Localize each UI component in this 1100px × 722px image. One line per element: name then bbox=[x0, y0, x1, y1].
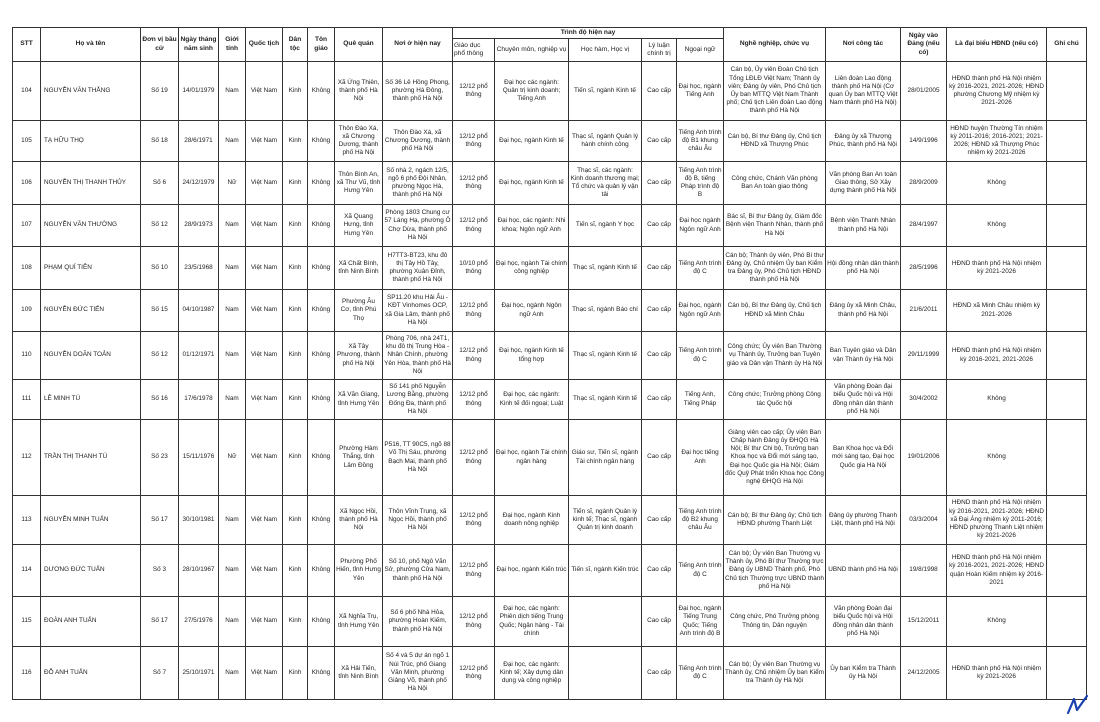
cell-hoc-ham: Thạc sĩ, ngành Kinh tế bbox=[569, 332, 642, 380]
table-body bbox=[13, 62, 1087, 700]
cell-dai-bieu: HĐND thành phố Hà Nội nhiệm kỳ 2016-2021, 2021-2026; HĐND phường Chương Mỹ nhiệm kỳ 2021-2026 bbox=[947, 62, 1047, 121]
cell-noi-cong-tac: Văn phòng Đoàn đại biểu Quốc hội và Hội đồng nhân dân thành phố Hà Nội bbox=[826, 597, 901, 647]
cell-ghi-chu bbox=[1047, 247, 1087, 290]
cell-noi-cong-tac: Văn phòng Đoàn đại biểu Quốc hội và Hội đồng nhân dân thành phố Hà Nội bbox=[826, 380, 901, 420]
cell-noi-cong-tac: Đảng ủy xã Thượng Phúc, thành phố Hà Nội bbox=[826, 121, 901, 162]
cell-ngay-sinh: 17/6/1978 bbox=[179, 380, 219, 420]
header-don-vi: Đơn vị bầu cử bbox=[141, 28, 179, 62]
cell-giao-duc: 12/12 phổ thông bbox=[453, 332, 495, 380]
header-ngoai-ngu: Ngoại ngữ bbox=[677, 39, 724, 62]
cell-chuyen-mon: Đại học, ngành Kinh tế bbox=[495, 121, 569, 162]
table-row bbox=[13, 247, 1087, 290]
cell-nghe-nghiep: Cán bộ; Bí thư Đảng ủy; Chủ tịch HĐND phường Thanh Liệt bbox=[724, 496, 826, 545]
cell-noi-o: Phòng 1803 Chung cư 57 Láng Hạ, phường Ô Chợ Dừa, thành phố Hà Nội bbox=[383, 205, 453, 247]
cell-noi-o: Thôn Đào Xá, xã Chương Dương, thành phố Hà Nội bbox=[383, 121, 453, 162]
cell-ghi-chu bbox=[1047, 380, 1087, 420]
cell-giao-duc: 12/12 phổ thông bbox=[453, 62, 495, 121]
cell-dan-toc: Kinh bbox=[283, 496, 308, 545]
cell-ngoai-ngu: Tiếng Anh trình độ B2 khung châu Âu bbox=[677, 496, 724, 545]
cell-ho-ten: ĐOÀN ANH TUẤN bbox=[41, 597, 141, 647]
cell-nghe-nghiep: Giảng viên cao cấp; Ủy viên Ban Chấp hành Đảng ủy ĐHQG Hà Nội; Bí thư Chi bộ, Trưởng ban Khoa học và Đổi mới sáng tạo, Đại học Quốc gia Hà Nội; Giám đốc Quỹ Phát triển Khoa học Công nghệ ĐHQG Hà Nội bbox=[724, 420, 826, 496]
cell-que-quan: Thôn Đào Xá, xã Chương Dương, thành phố Hà Nội bbox=[335, 121, 383, 162]
cell-gioi-tinh: Nam bbox=[219, 380, 246, 420]
cell-ly-luan: Cao cấp bbox=[642, 545, 677, 597]
cell-giao-duc: 12/12 phổ thông bbox=[453, 597, 495, 647]
cell-ton-giao: Không bbox=[308, 332, 335, 380]
cell-ngay-vao-dang: 21/6/2011 bbox=[901, 290, 947, 332]
header-chuyen-mon: Chuyên môn, nghiệp vụ bbox=[495, 39, 569, 62]
cell-dai-bieu: Không bbox=[947, 597, 1047, 647]
cell-noi-o: Phòng 706, nhà 24T1, khu đô thị Trung Hòa - Nhân Chính, phường Yên Hòa, thành phố Hà Nội bbox=[383, 332, 453, 380]
cell-noi-cong-tac: Văn phòng Ban An toàn Giao thông, Sở Xây dựng thành phố Hà Nội bbox=[826, 162, 901, 205]
cell-ho-ten: ĐỖ ANH TUẤN bbox=[41, 647, 141, 700]
cell-gioi-tinh: Nam bbox=[219, 290, 246, 332]
cell-ly-luan: Cao cấp bbox=[642, 121, 677, 162]
cell-ho-ten: NGUYỄN VĂN THƯỜNG bbox=[41, 205, 141, 247]
cell-ngay-sinh: 14/01/1979 bbox=[179, 62, 219, 121]
cell-ngoai-ngu: Đại học, ngành Ngôn ngữ Anh bbox=[677, 290, 724, 332]
cell-chuyen-mon: Đại học, ngành Ngôn ngữ Anh bbox=[495, 290, 569, 332]
header-noi-o: Nơi ở hiện nay bbox=[383, 28, 453, 62]
cell-dan-toc: Kinh bbox=[283, 420, 308, 496]
cell-giao-duc: 12/12 phổ thông bbox=[453, 162, 495, 205]
table-row bbox=[13, 647, 1087, 700]
cell-ngay-vao-dang: 03/3/2004 bbox=[901, 496, 947, 545]
cell-gioi-tinh: Nam bbox=[219, 332, 246, 380]
cell-stt: 109 bbox=[13, 290, 41, 332]
cell-ngay-vao-dang: 19/8/1998 bbox=[901, 545, 947, 597]
cell-ngay-sinh: 27/5/1976 bbox=[179, 597, 219, 647]
candidate-table bbox=[12, 27, 1087, 700]
cell-chuyen-mon: Đại học, các ngành: Phiên dịch tiếng Trung Quốc; Ngân hàng - Tài chính bbox=[495, 597, 569, 647]
header-dai-bieu: Là đại biểu HĐND (nếu có) bbox=[947, 28, 1047, 62]
cell-gioi-tinh: Nam bbox=[219, 205, 246, 247]
cell-chuyen-mon: Đại học, ngành Kinh tế tổng hợp bbox=[495, 332, 569, 380]
cell-ghi-chu bbox=[1047, 290, 1087, 332]
cell-hoc-ham bbox=[569, 647, 642, 700]
cell-dai-bieu: HĐND thành phố Hà Nội nhiệm kỳ 2021-2026 bbox=[947, 647, 1047, 700]
cell-ton-giao: Không bbox=[308, 647, 335, 700]
cell-quoc-tich: Việt Nam bbox=[246, 647, 283, 700]
cell-ton-giao: Không bbox=[308, 162, 335, 205]
cell-noi-o: Số 4 và 5 dự án ngõ 1 Núi Trúc, phố Giang Văn Minh, phường Giảng Võ, thành phố Hà Nội bbox=[383, 647, 453, 700]
cell-dai-bieu: HĐND thành phố Hà Nội nhiệm kỳ 2021-2026 bbox=[947, 247, 1047, 290]
cell-stt: 108 bbox=[13, 247, 41, 290]
header-noi-cong-tac: Nơi công tác bbox=[826, 28, 901, 62]
cell-dai-bieu: HĐND xã Minh Châu nhiệm kỳ 2021-2026 bbox=[947, 290, 1047, 332]
cell-ho-ten: LÊ MINH TÚ bbox=[41, 380, 141, 420]
cell-que-quan: Phường Phố Hiến, tỉnh Hưng Yên bbox=[335, 545, 383, 597]
cell-gioi-tinh: Nam bbox=[219, 597, 246, 647]
cell-ngoai-ngu: Tiếng Anh trình độ C bbox=[677, 247, 724, 290]
cell-ton-giao: Không bbox=[308, 290, 335, 332]
cell-nghe-nghiep: Cán bộ; Thành ủy viên, Phó Bí thư Đảng ủy, Chủ nhiệm Ủy ban Kiểm tra Đảng ủy, Phó Chủ tịch HĐND thành phố Hà Nội bbox=[724, 247, 826, 290]
cell-hoc-ham: Thạc sĩ, ngành Kinh tế bbox=[569, 380, 642, 420]
cell-stt: 110 bbox=[13, 332, 41, 380]
cell-nghe-nghiep: Công chức; Ủy viên Ban Thường vụ Thành ủy, Trưởng ban Tuyên giáo và Dân vận Thành ủy Hà Nội bbox=[724, 332, 826, 380]
header-stt: STT bbox=[13, 28, 41, 62]
cell-dai-bieu: Không bbox=[947, 205, 1047, 247]
cell-ton-giao: Không bbox=[308, 205, 335, 247]
cell-noi-o: Số 36 Lê Hồng Phong, phường Hà Đông, thành phố Hà Nội bbox=[383, 62, 453, 121]
cell-ton-giao: Không bbox=[308, 121, 335, 162]
cell-ngoai-ngu: Đại học, ngành Tiếng Anh bbox=[677, 62, 724, 121]
cell-ngay-sinh: 23/5/1968 bbox=[179, 247, 219, 290]
cell-chuyen-mon: Đại học, các ngành: Nhi khoa; Ngôn ngữ Anh bbox=[495, 205, 569, 247]
cell-giao-duc: 10/10 phổ thông bbox=[453, 247, 495, 290]
cell-stt: 104 bbox=[13, 62, 41, 121]
cell-que-quan: Xã Văn Giang, tỉnh Hưng Yên bbox=[335, 380, 383, 420]
cell-dan-toc: Kinh bbox=[283, 290, 308, 332]
header-ton-giao: Tôn giáo bbox=[308, 28, 335, 62]
cell-que-quan: Phường Âu Cơ, tỉnh Phú Thọ bbox=[335, 290, 383, 332]
cell-ghi-chu bbox=[1047, 205, 1087, 247]
cell-nghe-nghiep: Cán bộ, Bí thư Đảng ủy, Chủ tịch HĐND xã Thượng Phúc bbox=[724, 121, 826, 162]
cell-don-vi: Số 16 bbox=[141, 380, 179, 420]
header-ho-ten: Họ và tên bbox=[41, 28, 141, 62]
cell-dai-bieu: HĐND huyện Thường Tín nhiệm kỳ 2011-2016; 2016-2021; 2021-2026; HĐND xã Thượng Phúc nhiệm kỳ 2021-2026 bbox=[947, 121, 1047, 162]
cell-dan-toc: Kinh bbox=[283, 62, 308, 121]
cell-ly-luan: Cao cấp bbox=[642, 162, 677, 205]
table-row bbox=[13, 545, 1087, 597]
cell-ngoai-ngu: Tiếng Anh trình độ C bbox=[677, 647, 724, 700]
cell-chuyen-mon: Đại học, ngành Kiến trúc bbox=[495, 545, 569, 597]
header-trinh-do: Trình độ hiện nay bbox=[453, 28, 724, 39]
cell-ly-luan: Cao cấp bbox=[642, 205, 677, 247]
cell-ngay-vao-dang: 15/12/2011 bbox=[901, 597, 947, 647]
cell-giao-duc: 12/12 phổ thông bbox=[453, 496, 495, 545]
header-quoc-tich: Quốc tịch bbox=[246, 28, 283, 62]
cell-don-vi: Số 7 bbox=[141, 647, 179, 700]
cell-ho-ten: TẠ HỮU THỌ bbox=[41, 121, 141, 162]
cell-ghi-chu bbox=[1047, 597, 1087, 647]
cell-ghi-chu bbox=[1047, 332, 1087, 380]
cell-que-quan: Phường Hàm Thắng, tỉnh Lâm Đồng bbox=[335, 420, 383, 496]
cell-chuyen-mon: Đại học, ngành Kinh doanh nông nghiệp bbox=[495, 496, 569, 545]
cell-que-quan: Xã Ứng Thiên, thành phố Hà Nội bbox=[335, 62, 383, 121]
cell-don-vi: Số 6 bbox=[141, 162, 179, 205]
cell-ly-luan: Cao cấp bbox=[642, 62, 677, 121]
cell-noi-cong-tac: Ban Khoa học và Đổi mới sáng tạo, Đại học Quốc gia Hà Nội bbox=[826, 420, 901, 496]
cell-ngay-sinh: 28/9/1973 bbox=[179, 205, 219, 247]
cell-ngay-sinh: 01/12/1971 bbox=[179, 332, 219, 380]
cell-ho-ten: NGUYỄN VĂN THẮNG bbox=[41, 62, 141, 121]
cell-nghe-nghiep: Công chức, Phó Trưởng phòng Thông tin, Dân nguyện bbox=[724, 597, 826, 647]
cell-ly-luan: Cao cấp bbox=[642, 420, 677, 496]
cell-gioi-tinh: Nam bbox=[219, 647, 246, 700]
cell-dan-toc: Kinh bbox=[283, 121, 308, 162]
table-row bbox=[13, 290, 1087, 332]
cell-ghi-chu bbox=[1047, 162, 1087, 205]
cell-nghe-nghiep: Bác sĩ, Bí thư Đảng ủy, Giám đốc Bệnh viện Thanh Nhàn, thành phố Hà Nội bbox=[724, 205, 826, 247]
cell-ngoai-ngu: Đại học, ngành Tiếng Trung Quốc; Tiếng Anh trình độ B bbox=[677, 597, 724, 647]
cell-ngoai-ngu: Tiếng Anh trình độ C bbox=[677, 332, 724, 380]
cell-ngay-sinh: 28/10/1967 bbox=[179, 545, 219, 597]
cell-dai-bieu: HĐND thành phố Hà Nội nhiệm kỳ 2016-2021, 2021-2026; HĐND xã Đại Áng nhiệm kỳ 2011-2016; HĐND phường Thanh Liệt nhiệm kỳ 2021-2026 bbox=[947, 496, 1047, 545]
cell-dai-bieu: HĐND thành phố Hà Nội nhiệm kỳ 2016-2021, 2021-2026; HĐND quận Hoàn Kiếm nhiệm kỳ 2016-2021 bbox=[947, 545, 1047, 597]
cell-giao-duc: 12/12 phổ thông bbox=[453, 545, 495, 597]
cell-ngay-sinh: 24/12/1979 bbox=[179, 162, 219, 205]
cell-don-vi: Số 12 bbox=[141, 332, 179, 380]
cell-dai-bieu: Không bbox=[947, 380, 1047, 420]
cell-ngoai-ngu: Tiếng Anh, Tiếng Pháp bbox=[677, 380, 724, 420]
cell-chuyen-mon: Đại học, các ngành: Kinh tế đối ngoại; Luật bbox=[495, 380, 569, 420]
cell-hoc-ham: Thạc sĩ, ngành Báo chí bbox=[569, 290, 642, 332]
cell-noi-o: Số 141 phố Nguyễn Lương Bằng, phường Đống Đa, thành phố Hà Nội bbox=[383, 380, 453, 420]
cell-chuyen-mon: Đại học, các ngành: Kinh tế; Xây dựng dân dụng và công nghiệp bbox=[495, 647, 569, 700]
cell-don-vi: Số 12 bbox=[141, 205, 179, 247]
header-gioi-tinh: Giới tính bbox=[219, 28, 246, 62]
cell-ton-giao: Không bbox=[308, 380, 335, 420]
table-row bbox=[13, 496, 1087, 545]
cell-noi-cong-tac: Bệnh viện Thanh Nhàn thành phố Hà Nội bbox=[826, 205, 901, 247]
cell-ghi-chu bbox=[1047, 496, 1087, 545]
cell-nghe-nghiep: Cán bộ; Ủy viên Ban Thường vụ Thành ủy, Phó Bí thư Thường trực Đảng ủy UBND Thành phố, Phó Chủ tịch Thường trực UBND thành phố Hà Nội bbox=[724, 545, 826, 597]
table-row bbox=[13, 62, 1087, 121]
cell-chuyen-mon: Đại học các ngành: Quản trị kinh doanh; Tiếng Anh bbox=[495, 62, 569, 121]
cell-quoc-tich: Việt Nam bbox=[246, 247, 283, 290]
cell-hoc-ham bbox=[569, 597, 642, 647]
cell-noi-o: Số nhà 2, ngách 12/5, ngõ 6 phố Đội Nhân, phường Ngọc Hà, thành phố Hà Nội bbox=[383, 162, 453, 205]
cell-hoc-ham: Tiến sĩ, ngành Y học bbox=[569, 205, 642, 247]
cell-dai-bieu: Không bbox=[947, 420, 1047, 496]
cell-quoc-tich: Việt Nam bbox=[246, 597, 283, 647]
cell-stt: 114 bbox=[13, 545, 41, 597]
cell-quoc-tich: Việt Nam bbox=[246, 420, 283, 496]
cell-ngoai-ngu: Tiếng Anh trình độ B, tiếng Pháp trình độ B bbox=[677, 162, 724, 205]
header-ly-luan: Lý luận chính trị bbox=[642, 39, 677, 62]
cell-nghe-nghiep: Cán bộ, Bí thư Đảng ủy, Chủ tịch HĐND xã Minh Châu bbox=[724, 290, 826, 332]
cell-don-vi: Số 15 bbox=[141, 290, 179, 332]
cell-ton-giao: Không bbox=[308, 420, 335, 496]
header-ngay-vao-dang: Ngày vào Đảng (nếu có) bbox=[901, 28, 947, 62]
cell-dan-toc: Kinh bbox=[283, 162, 308, 205]
cell-ho-ten: NGUYỄN MINH TUẤN bbox=[41, 496, 141, 545]
cell-noi-o: Số 10, phố Ngô Văn Sở, phường Cửa Nam, thành phố Hà Nội bbox=[383, 545, 453, 597]
cell-noi-cong-tac: Ban Tuyên giáo và Dân vận Thành ủy Hà Nội bbox=[826, 332, 901, 380]
cell-gioi-tinh: Nam bbox=[219, 496, 246, 545]
cell-ngay-vao-dang: 14/9/1996 bbox=[901, 121, 947, 162]
cell-chuyen-mon: Đại học, ngành Tài chính ngân hàng bbox=[495, 420, 569, 496]
table-row bbox=[13, 332, 1087, 380]
cell-que-quan: Thôn Bình An, xã Thư Vũ, tỉnh Hưng Yên bbox=[335, 162, 383, 205]
cell-noi-o: P516, TT 90C5, ngõ 88 Võ Thị Sáu, phường Bạch Mai, thành phố Hà Nội bbox=[383, 420, 453, 496]
cell-ngoai-ngu: Tiếng Anh trình độ C bbox=[677, 545, 724, 597]
header-dan-toc: Dân tộc bbox=[283, 28, 308, 62]
cell-gioi-tinh: Nam bbox=[219, 545, 246, 597]
cell-ly-luan: Cao cấp bbox=[642, 290, 677, 332]
cell-gioi-tinh: Nam bbox=[219, 121, 246, 162]
cell-gioi-tinh: Nữ bbox=[219, 420, 246, 496]
cell-ton-giao: Không bbox=[308, 62, 335, 121]
cell-ngay-sinh: 25/10/1971 bbox=[179, 647, 219, 700]
table-row bbox=[13, 121, 1087, 162]
cell-giao-duc: 12/12 phổ thông bbox=[453, 647, 495, 700]
cell-gioi-tinh: Nam bbox=[219, 62, 246, 121]
cell-ngay-sinh: 28/6/1971 bbox=[179, 121, 219, 162]
cell-ly-luan: Cao cấp bbox=[642, 332, 677, 380]
cell-noi-cong-tac: Liên đoàn Lao động thành phố Hà Nội (Cơ quan Ủy ban MTTQ Việt Nam thành phố Hà Nội) bbox=[826, 62, 901, 121]
cell-nghe-nghiep: Cán bộ; Ủy viên Ban Thường vụ Thành ủy, Chủ nhiệm Ủy ban Kiểm tra Thành ủy Hà Nội bbox=[724, 647, 826, 700]
cell-ghi-chu bbox=[1047, 420, 1087, 496]
cell-gioi-tinh: Nam bbox=[219, 247, 246, 290]
cell-ho-ten: NGUYỄN ĐỨC TIẾN bbox=[41, 290, 141, 332]
cell-quoc-tich: Việt Nam bbox=[246, 205, 283, 247]
cell-dan-toc: Kinh bbox=[283, 597, 308, 647]
cell-ghi-chu bbox=[1047, 545, 1087, 597]
header-que-quan: Quê quán bbox=[335, 28, 383, 62]
cell-don-vi: Số 23 bbox=[141, 420, 179, 496]
header-ngay-sinh: Ngày tháng năm sinh bbox=[179, 28, 219, 62]
cell-hoc-ham: Tiến sĩ, ngành Kinh tế bbox=[569, 62, 642, 121]
cell-ly-luan: Cao cấp bbox=[642, 597, 677, 647]
cell-dan-toc: Kinh bbox=[283, 205, 308, 247]
cell-stt: 107 bbox=[13, 205, 41, 247]
cell-ly-luan: Cao cấp bbox=[642, 247, 677, 290]
cell-hoc-ham: Thạc sĩ, ngành Kinh tế bbox=[569, 247, 642, 290]
cell-ly-luan: Cao cấp bbox=[642, 380, 677, 420]
cell-ho-ten: NGUYỄN THỊ THANH THỦY bbox=[41, 162, 141, 205]
cell-hoc-ham: Thạc sĩ, các ngành: Kinh doanh thương mại; Tổ chức và quản lý vận tải bbox=[569, 162, 642, 205]
cell-que-quan: Xã Nghĩa Trụ, tỉnh Hưng Yên bbox=[335, 597, 383, 647]
cell-ho-ten: TRẦN THỊ THANH TÚ bbox=[41, 420, 141, 496]
cell-dai-bieu: Không bbox=[947, 162, 1047, 205]
table-row bbox=[13, 380, 1087, 420]
cell-noi-cong-tac: Ủy ban Kiểm tra Thành ủy Hà Nội bbox=[826, 647, 901, 700]
cell-que-quan: Xã Tây Phương, thành phố Hà Nội bbox=[335, 332, 383, 380]
cell-dan-toc: Kinh bbox=[283, 647, 308, 700]
cell-ton-giao: Không bbox=[308, 247, 335, 290]
cell-noi-cong-tac: Đảng ủy phường Thanh Liệt, thành phố Hà Nội bbox=[826, 496, 901, 545]
cell-quoc-tich: Việt Nam bbox=[246, 545, 283, 597]
cell-quoc-tich: Việt Nam bbox=[246, 332, 283, 380]
cell-quoc-tich: Việt Nam bbox=[246, 496, 283, 545]
header-ghi-chu: Ghi chú bbox=[1047, 28, 1087, 62]
cell-hoc-ham: Tiến sĩ, ngành Quản lý kinh tế; Thạc sĩ, ngành Quản trị kinh doanh bbox=[569, 496, 642, 545]
cell-giao-duc: 12/12 phổ thông bbox=[453, 121, 495, 162]
cell-ngoai-ngu: Đại học ngành Ngôn ngữ Anh bbox=[677, 205, 724, 247]
cell-ton-giao: Không bbox=[308, 597, 335, 647]
signature-mark bbox=[1066, 694, 1090, 716]
cell-chuyen-mon: Đại học, ngành Kinh tế bbox=[495, 162, 569, 205]
header-hoc-ham: Học hàm, Học vị bbox=[569, 39, 642, 62]
cell-stt: 112 bbox=[13, 420, 41, 496]
cell-noi-cong-tac: UBND thành phố Hà Nội bbox=[826, 545, 901, 597]
header-nghe-nghiep: Nghề nghiệp, chức vụ bbox=[724, 28, 826, 62]
cell-ho-ten: PHẠM QUÍ TIÊN bbox=[41, 247, 141, 290]
cell-ton-giao: Không bbox=[308, 545, 335, 597]
cell-stt: 105 bbox=[13, 121, 41, 162]
cell-don-vi: Số 18 bbox=[141, 121, 179, 162]
cell-ghi-chu bbox=[1047, 647, 1087, 700]
cell-hoc-ham: Tiến sĩ, ngành Kiến trúc bbox=[569, 545, 642, 597]
cell-dan-toc: Kinh bbox=[283, 247, 308, 290]
cell-que-quan: Xã Chất Bình, tỉnh Ninh Bình bbox=[335, 247, 383, 290]
cell-ngay-vao-dang: 19/01/2006 bbox=[901, 420, 947, 496]
cell-ngay-vao-dang: 28/9/2009 bbox=[901, 162, 947, 205]
cell-que-quan: Xã Quang Hưng, tỉnh Hưng Yên bbox=[335, 205, 383, 247]
cell-ton-giao: Không bbox=[308, 496, 335, 545]
table-row bbox=[13, 205, 1087, 247]
cell-ghi-chu bbox=[1047, 62, 1087, 121]
cell-ngay-sinh: 30/10/1981 bbox=[179, 496, 219, 545]
cell-ly-luan: Cao cấp bbox=[642, 647, 677, 700]
cell-noi-o: SP11.20 khu Hải Âu - KĐT Vinhomes OCP, xã Gia Lâm, thành phố Hà Nội bbox=[383, 290, 453, 332]
cell-ly-luan: Cao cấp bbox=[642, 496, 677, 545]
cell-dan-toc: Kinh bbox=[283, 545, 308, 597]
cell-hoc-ham: Thạc sĩ, ngành Quản lý hành chính công bbox=[569, 121, 642, 162]
cell-ngoai-ngu: Tiếng Anh trình độ B1 khung châu Âu bbox=[677, 121, 724, 162]
cell-ngoai-ngu: Đại học tiếng Anh bbox=[677, 420, 724, 496]
cell-ngay-sinh: 04/10/1987 bbox=[179, 290, 219, 332]
cell-giao-duc: 12/12 phổ thông bbox=[453, 380, 495, 420]
table-row bbox=[13, 162, 1087, 205]
cell-ngay-vao-dang: 28/5/1996 bbox=[901, 247, 947, 290]
cell-quoc-tich: Việt Nam bbox=[246, 121, 283, 162]
cell-stt: 115 bbox=[13, 597, 41, 647]
cell-don-vi: Số 17 bbox=[141, 597, 179, 647]
cell-ho-ten: NGUYỄN DOÃN TOẢN bbox=[41, 332, 141, 380]
cell-quoc-tich: Việt Nam bbox=[246, 290, 283, 332]
cell-stt: 116 bbox=[13, 647, 41, 700]
cell-ngay-vao-dang: 24/12/2005 bbox=[901, 647, 947, 700]
cell-ghi-chu bbox=[1047, 121, 1087, 162]
cell-noi-o: Thôn Vĩnh Trung, xã Ngọc Hồi, thành phố Hà Nội bbox=[383, 496, 453, 545]
cell-noi-o: Số 6 phố Nhà Hỏa, phường Hoàn Kiếm, thành phố Hà Nội bbox=[383, 597, 453, 647]
cell-noi-o: H7TT3-BT23, khu đô thị Tây Hồ Tây, phường Xuân Đỉnh, thành phố Hà Nội bbox=[383, 247, 453, 290]
cell-ngay-vao-dang: 29/11/1999 bbox=[901, 332, 947, 380]
cell-quoc-tich: Việt Nam bbox=[246, 62, 283, 121]
cell-ngay-sinh: 15/11/1976 bbox=[179, 420, 219, 496]
cell-stt: 106 bbox=[13, 162, 41, 205]
cell-nghe-nghiep: Cán bộ, Ủy viên Đoàn Chủ tịch Tổng LĐLĐ Việt Nam; Thành ủy viên; Đảng ủy viên, Phó Chủ tịch Ủy ban MTTQ Việt Nam Thành phố; Chủ tịch Liên đoàn Lao động thành phố Hà Nội bbox=[724, 62, 826, 121]
cell-don-vi: Số 10 bbox=[141, 247, 179, 290]
cell-dan-toc: Kinh bbox=[283, 332, 308, 380]
cell-giao-duc: 12/12 phổ thông bbox=[453, 205, 495, 247]
cell-que-quan: Xã Hải Tiến, tỉnh Ninh Bình bbox=[335, 647, 383, 700]
cell-quoc-tich: Việt Nam bbox=[246, 162, 283, 205]
cell-quoc-tich: Việt Nam bbox=[246, 380, 283, 420]
cell-ngay-vao-dang: 28/4/1997 bbox=[901, 205, 947, 247]
cell-noi-cong-tac: Đảng ủy xã Minh Châu, thành phố Hà Nội bbox=[826, 290, 901, 332]
header-giao-duc: Giáo dục phổ thông bbox=[453, 39, 495, 62]
cell-nghe-nghiep: Công chức; Trưởng phòng Công tác Quốc hội bbox=[724, 380, 826, 420]
cell-gioi-tinh: Nữ bbox=[219, 162, 246, 205]
cell-ho-ten: DƯƠNG ĐỨC TUẤN bbox=[41, 545, 141, 597]
cell-don-vi: Số 17 bbox=[141, 496, 179, 545]
cell-noi-cong-tac: Hội đồng nhân dân thành phố Hà Nội bbox=[826, 247, 901, 290]
cell-giao-duc: 12/12 phổ thông bbox=[453, 290, 495, 332]
cell-ngay-vao-dang: 30/4/2002 bbox=[901, 380, 947, 420]
cell-stt: 113 bbox=[13, 496, 41, 545]
cell-hoc-ham: Giáo sư, Tiến sĩ, ngành Tài chính ngân hàng bbox=[569, 420, 642, 496]
cell-don-vi: Số 3 bbox=[141, 545, 179, 597]
cell-nghe-nghiep: Công chức, Chánh Văn phòng Ban An toàn giao thông bbox=[724, 162, 826, 205]
cell-giao-duc: 12/12 phổ thông bbox=[453, 420, 495, 496]
cell-chuyen-mon: Đại học, ngành Tài chính công nghiệp bbox=[495, 247, 569, 290]
cell-stt: 111 bbox=[13, 380, 41, 420]
cell-dai-bieu: HĐND thành phố Hà Nội nhiệm kỳ 2016-2021, 2021-2026 bbox=[947, 332, 1047, 380]
table-row bbox=[13, 597, 1087, 647]
cell-don-vi: Số 19 bbox=[141, 62, 179, 121]
table-row bbox=[13, 420, 1087, 496]
cell-ngay-vao-dang: 28/01/2005 bbox=[901, 62, 947, 121]
cell-dan-toc: Kinh bbox=[283, 380, 308, 420]
cell-que-quan: Xã Ngọc Hồi, thành phố Hà Nội bbox=[335, 496, 383, 545]
